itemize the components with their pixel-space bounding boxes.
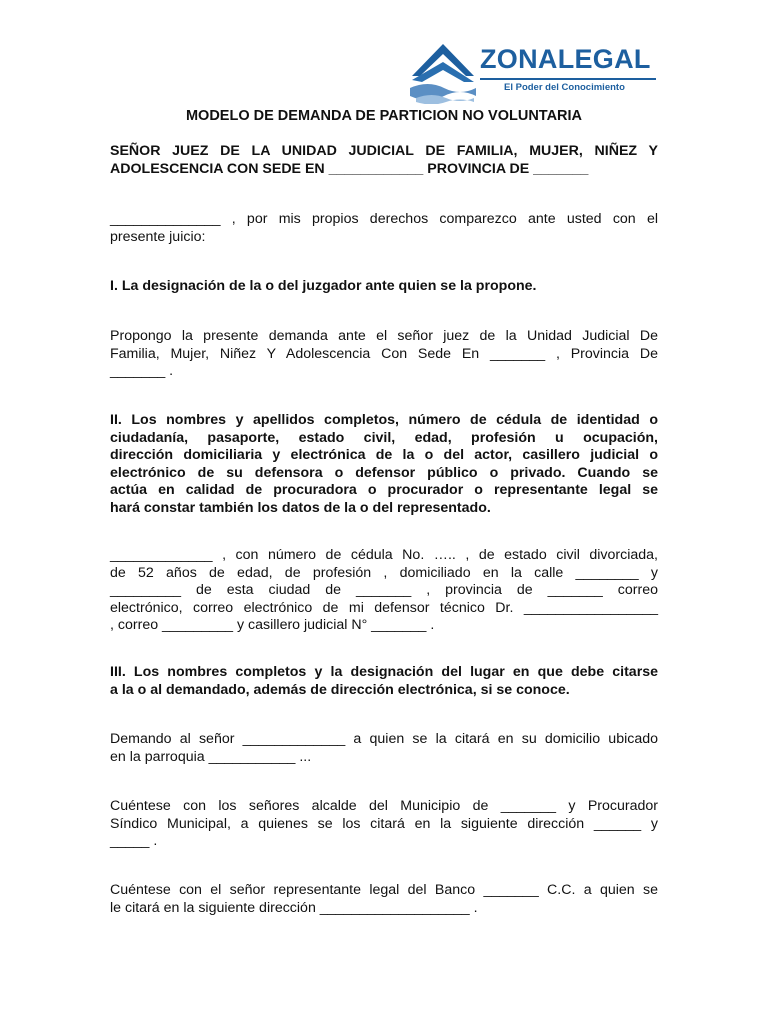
section2-heading [110, 412, 658, 517]
section2-line: , correo _________ y casillero judicial N° _______ . [110, 617, 435, 633]
section3-paragraph-3 [110, 882, 658, 917]
section1-line: Propongo la presente demanda ante el señor juez de la Unidad Judicial De [110, 328, 658, 344]
section2-heading-line: electrónico de su defensora o defensor público o privado. Cuando se [110, 464, 658, 481]
section3-p2-line: _____ . [110, 833, 158, 849]
section2-heading-line: hará constar también los datos de la o del representado. [110, 499, 491, 516]
section3-paragraph-1 [110, 731, 658, 766]
section1-body [110, 328, 658, 381]
intro-line: ______________ , por mis propios derechos comparezco ante usted con el [110, 211, 658, 227]
section2-line: de 52 años de edad, de profesión , domiciliado en la calle ________ y [110, 564, 658, 581]
section2-line: electrónico, correo electrónico de mi defensor técnico Dr. _________________ [110, 599, 658, 616]
section1-heading: I. La designación de la o del juzgador ante quien se la propone. [110, 278, 537, 294]
section3-p3-line: le citará en la siguiente dirección ___________________ . [110, 899, 478, 916]
brand-name: ZONALEGAL [480, 44, 651, 74]
section3-paragraph-2 [110, 798, 658, 851]
section1-line: Familia, Mujer, Niñez Y Adolescencia Con Sede En _______ , Provincia De [110, 345, 658, 362]
section2-line: _________ de esta ciudad de _______ , provincia de _______ correo [110, 582, 658, 598]
section3-heading-line: a la o al demandado, además de dirección electrónica, si se conoce. [110, 681, 570, 698]
section2-heading-line: ciudadanía, pasaporte, estado civil, edad, profesión u ocupación, [110, 429, 658, 446]
section2-heading-line: actúa en calidad de procuradora o procurador o representante legal se [110, 482, 658, 498]
section2-line: _____________ , con número de cédula No. ….. , de estado civil divorciada, [110, 547, 658, 563]
addressee-line: ADOLESCENCIA CON SEDE EN ____________ PROVINCIA DE _______ [110, 160, 589, 177]
zonalegal-logo [408, 42, 658, 104]
section3-p2-line: Síndico Municipal, a quienes se los citará en la siguiente dirección ______ y [110, 815, 658, 832]
section3-p3-line: Cuéntese con el señor representante legal del Banco _______ C.C. a quien se [110, 882, 658, 898]
intro-line: presente juicio: [110, 228, 206, 245]
section3-heading-line: III. Los nombres completos y la designación del lugar en que debe citarse [110, 664, 658, 680]
addressee-line: SEÑOR JUEZ DE LA UNIDAD JUDICIAL DE FAMILIA, MUJER, NIÑEZ Y [110, 143, 658, 159]
section1-line: _______ . [110, 363, 174, 379]
section3-p2-line: Cuéntese con los señores alcalde del Municipio de _______ y Procurador [110, 798, 658, 814]
zonalegal-emblem-icon [408, 42, 478, 104]
document-title: MODELO DE DEMANDA DE PARTICION NO VOLUNTARIA [185, 108, 583, 124]
section2-heading-line: II. Los nombres y apellidos completos, número de cédula de identidad o [110, 412, 658, 428]
brand-tagline: El Poder del Conocimiento [504, 82, 625, 93]
section3-p1-line: Demando al señor _____________ a quien se la citará en su domicilio ubicado [110, 731, 658, 747]
brand-divider [480, 78, 656, 80]
section2-body [110, 547, 658, 635]
section2-heading-line: dirección domiciliaria y electrónica de la o del actor, casillero judicial o [110, 447, 658, 463]
section3-heading [110, 664, 658, 699]
addressee-block [110, 143, 658, 178]
section3-p1-line: en la parroquia ___________ ... [110, 748, 312, 765]
intro-paragraph [110, 211, 658, 246]
